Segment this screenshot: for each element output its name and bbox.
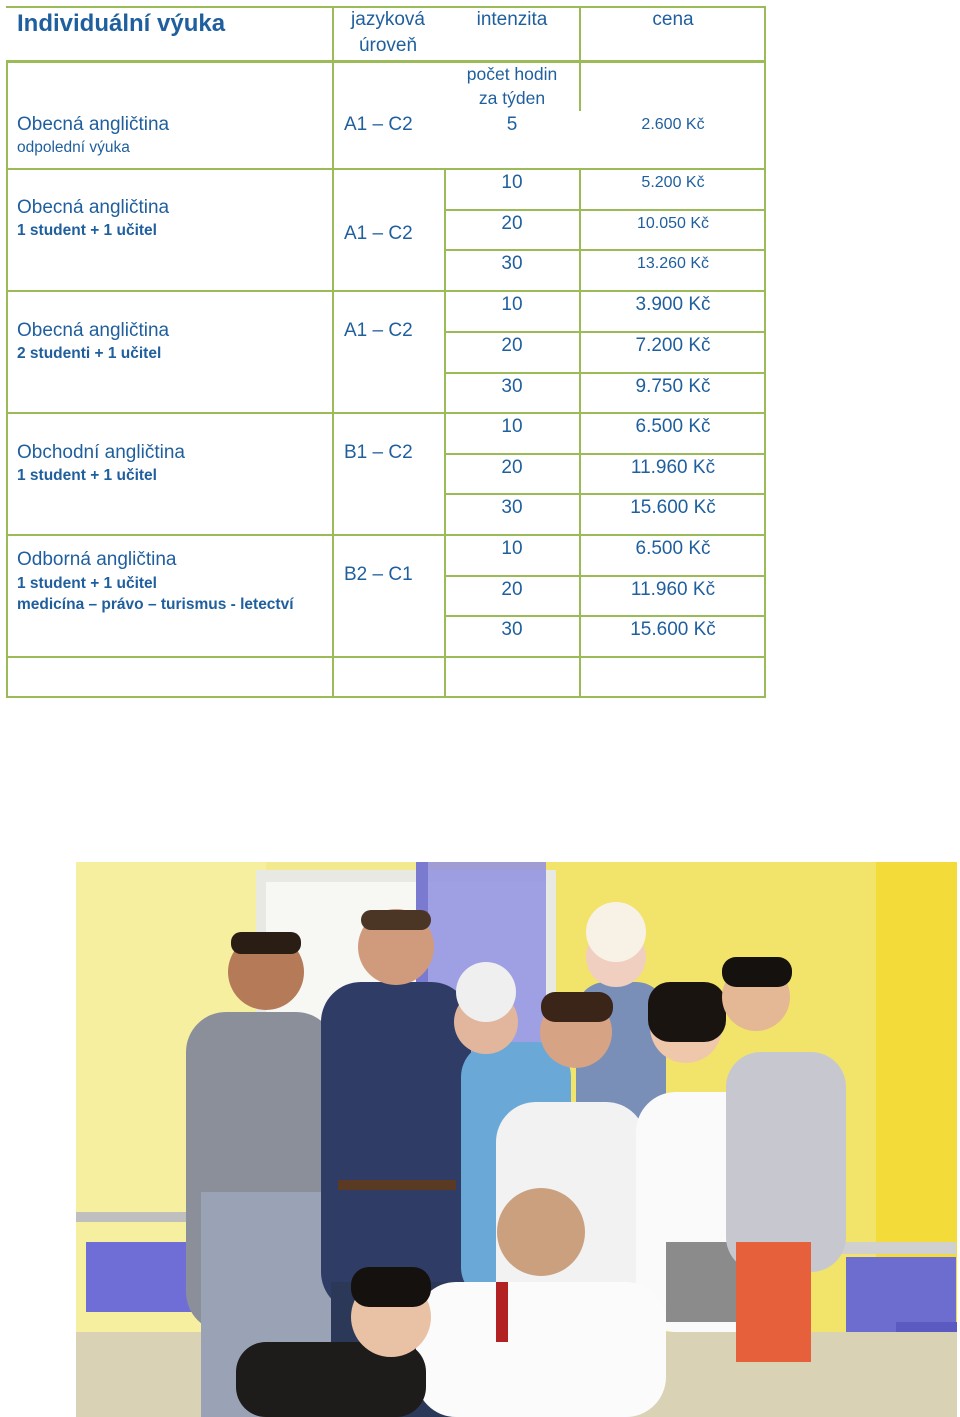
table-border bbox=[444, 331, 766, 333]
table-border bbox=[6, 60, 766, 63]
table-border bbox=[444, 575, 766, 577]
price-value: 13.260 Kč bbox=[636, 255, 710, 272]
hours-value: 10 bbox=[501, 416, 523, 437]
group-photo-illustration bbox=[76, 862, 957, 1417]
table-border bbox=[6, 6, 766, 8]
course-subtitle: 1 student + 1 učitel bbox=[17, 222, 157, 239]
hours-value: 30 bbox=[501, 376, 523, 397]
hours-value: 30 bbox=[501, 619, 523, 640]
course-name: Obecná angličtina bbox=[17, 197, 170, 218]
table-border bbox=[444, 209, 766, 211]
table-border bbox=[6, 656, 766, 658]
table-border bbox=[579, 168, 581, 698]
header-hours-line1: počet hodin bbox=[466, 64, 558, 84]
header-price: cena bbox=[652, 9, 694, 30]
price-value: 3.900 Kč bbox=[635, 294, 711, 315]
price-value: 10.050 Kč bbox=[636, 215, 710, 232]
course-subtitle: 1 student + 1 učitel bbox=[17, 575, 157, 592]
hours-value: 20 bbox=[501, 457, 523, 478]
hours-value: 30 bbox=[501, 497, 523, 518]
table-border bbox=[444, 493, 766, 495]
price-value: 11.960 Kč bbox=[630, 457, 716, 478]
group-photo bbox=[76, 862, 957, 1417]
table-border bbox=[6, 290, 766, 292]
price-value: 2.600 Kč bbox=[641, 116, 705, 133]
header-hours-line2: za týden bbox=[478, 88, 546, 108]
course-level: A1 – C2 bbox=[344, 320, 413, 341]
hours-value: 5 bbox=[506, 114, 518, 135]
course-level: B2 – C1 bbox=[344, 564, 413, 585]
price-value: 11.960 Kč bbox=[630, 579, 716, 600]
table-border bbox=[6, 60, 8, 698]
course-name: Odborná angličtina bbox=[17, 549, 177, 570]
course-name: Obchodní angličtina bbox=[17, 442, 185, 463]
table-border bbox=[444, 168, 446, 698]
hours-value: 20 bbox=[501, 213, 523, 234]
price-value: 9.750 Kč bbox=[635, 376, 711, 397]
hours-value: 10 bbox=[501, 172, 523, 193]
hours-value: 20 bbox=[501, 579, 523, 600]
course-subtitle: odpolední výuka bbox=[17, 139, 130, 156]
table-border bbox=[444, 249, 766, 251]
price-value: 6.500 Kč bbox=[635, 416, 711, 437]
course-subtitle: 2 studenti + 1 učitel bbox=[17, 345, 162, 362]
course-level: A1 – C2 bbox=[344, 114, 413, 135]
table-title: Individuální výuka bbox=[17, 10, 226, 37]
table-border bbox=[579, 6, 581, 111]
header-intensity: intenzita bbox=[476, 9, 548, 30]
table-border bbox=[6, 534, 766, 536]
hours-value: 10 bbox=[501, 294, 523, 315]
table-border bbox=[6, 168, 766, 170]
table-border bbox=[6, 696, 766, 698]
hours-value: 20 bbox=[501, 335, 523, 356]
header-level-line2: úroveň bbox=[358, 35, 418, 56]
table-border bbox=[444, 372, 766, 374]
table-border bbox=[764, 6, 766, 698]
price-value: 15.600 Kč bbox=[630, 497, 716, 518]
course-specializations: medicína – právo – turismus - letectví bbox=[17, 596, 294, 613]
hours-value: 30 bbox=[501, 253, 523, 274]
table-border bbox=[6, 412, 766, 414]
course-name: Obecná angličtina bbox=[17, 320, 170, 341]
table-border bbox=[444, 615, 766, 617]
price-value: 7.200 Kč bbox=[635, 335, 711, 356]
course-level: A1 – C2 bbox=[344, 223, 413, 244]
table-border bbox=[332, 6, 334, 698]
course-name: Obecná angličtina bbox=[17, 114, 170, 135]
price-value: 5.200 Kč bbox=[641, 174, 705, 191]
table-border bbox=[444, 453, 766, 455]
price-value: 15.600 Kč bbox=[630, 619, 716, 640]
header-level-line1: jazyková bbox=[351, 9, 425, 30]
course-subtitle: 1 student + 1 učitel bbox=[17, 467, 157, 484]
course-level: B1 – C2 bbox=[344, 442, 413, 463]
hours-value: 10 bbox=[501, 538, 523, 559]
price-value: 6.500 Kč bbox=[635, 538, 711, 559]
